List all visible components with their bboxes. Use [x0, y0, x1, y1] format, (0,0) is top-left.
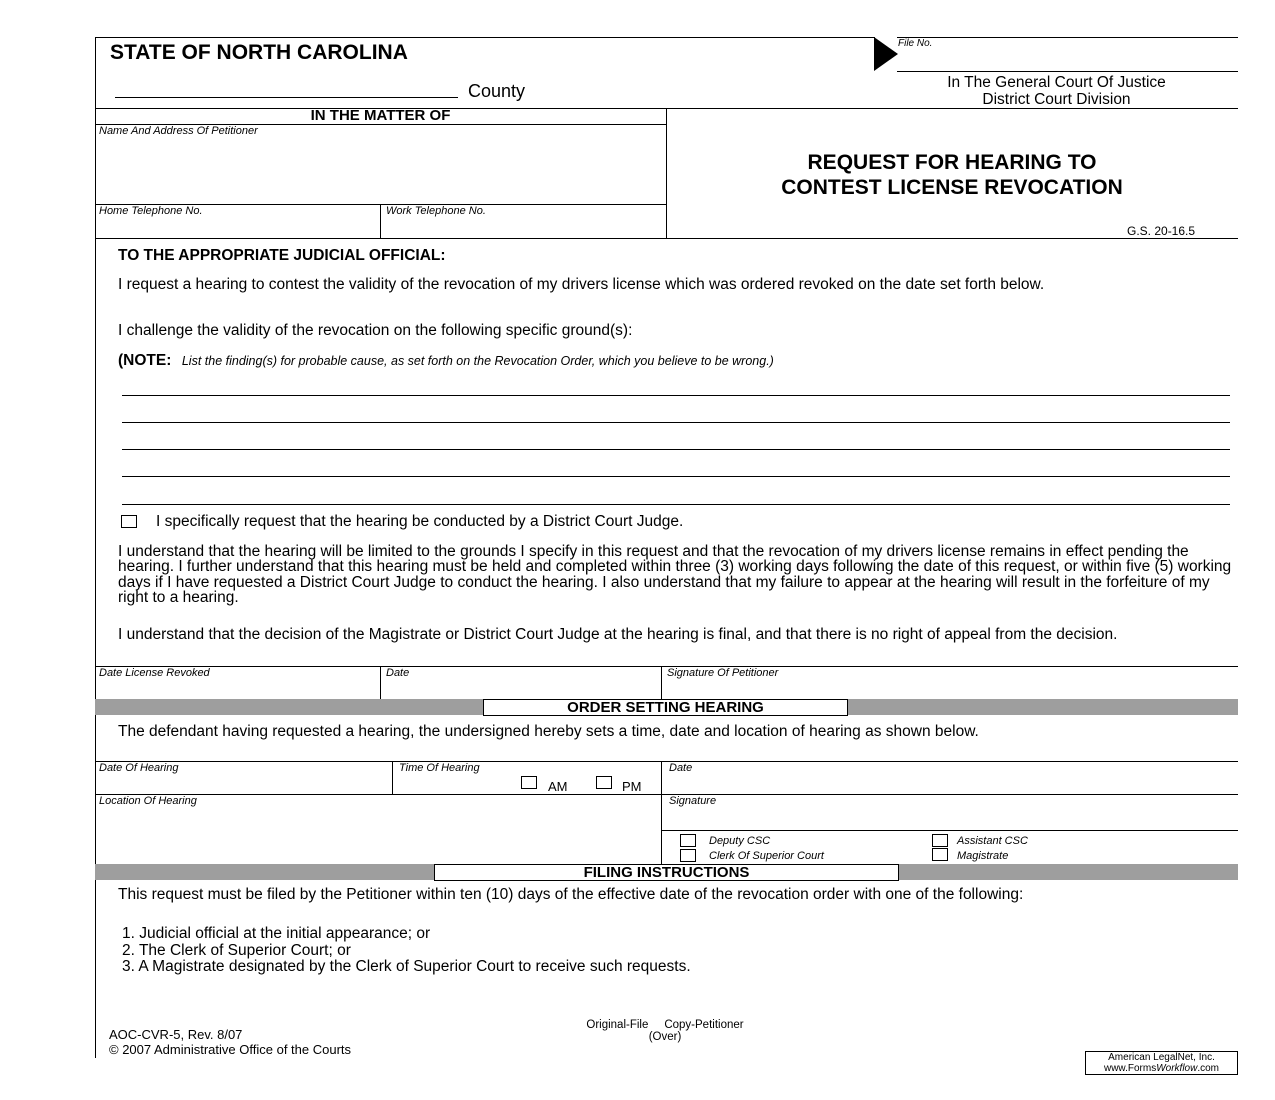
- home-phone-label: Home Telephone No.: [99, 205, 203, 217]
- filing-intro: This request must be filed by the Petitioner within ten (10) days of the effective date of the revocation order with one of the following:: [118, 886, 1024, 903]
- vendor-line2-b: Workflow: [1156, 1062, 1198, 1074]
- signature-underline: [661, 830, 1238, 831]
- grounds-line-5[interactable]: [122, 504, 1230, 505]
- name-address-field[interactable]: [97, 139, 664, 203]
- form-id-block: [109, 1027, 351, 1057]
- order-heading: ORDER SETTING HEARING: [483, 699, 848, 716]
- file-box-top: [897, 37, 1238, 38]
- work-phone-label: Work Telephone No.: [386, 205, 486, 217]
- grounds-line-4[interactable]: [122, 476, 1230, 477]
- top-border: [95, 37, 875, 38]
- date-label: Date: [386, 667, 410, 679]
- finality-paragraph: I understand that the decision of the Magistrate or District Court Judge at the hearing is final, and that there is no right of appeal from the decision.: [118, 626, 1118, 643]
- pm-checkbox[interactable]: [596, 776, 612, 789]
- filing-item-3: 3. A Magistrate designated by the Clerk of Superior Court to receive such requests.: [122, 958, 691, 975]
- statute-reference: G.S. 20-16.5: [1127, 224, 1196, 238]
- file-arrow-icon: [874, 37, 900, 72]
- location-label: Location Of Hearing: [99, 795, 197, 807]
- clerk-superior-checkbox[interactable]: [680, 849, 696, 862]
- understanding-paragraph: I understand that the hearing will be limited to the grounds I specify in this request and that the revocation of my drivers license remains in effect pending the hearing. I further understand that this hearing must be held and completed within three (3) working days following the date of this request, or within five (5) working days if I have requested a District Court Judge to conduct the hearing. I also understand that my failure to appear at the hearing will result in the forfeiture of my right to a hearing.: [118, 543, 1232, 607]
- hearing-row-div2: [661, 761, 662, 864]
- home-phone-field[interactable]: [97, 218, 378, 236]
- vendor-line2-a: www.Forms: [1103, 1062, 1157, 1074]
- left-border: [95, 37, 96, 864]
- court-line1: In The General Court Of Justice: [947, 74, 1166, 91]
- over-note: (Over): [648, 1031, 682, 1043]
- challenge-paragraph: I challenge the validity of the revocation on the following specific ground(s):: [118, 322, 633, 339]
- vendor-line1: American LegalNet, Inc.: [1108, 1052, 1215, 1063]
- note-label: (NOTE:: [118, 352, 172, 369]
- vendor-line2: [1086, 1064, 1237, 1075]
- phone-divider: [380, 204, 381, 238]
- court-text: [875, 74, 1238, 108]
- county-line[interactable]: [115, 97, 458, 98]
- date-revoked-field[interactable]: [97, 681, 378, 697]
- county-label: County: [468, 81, 526, 101]
- petitioner-signature-field[interactable]: [663, 681, 1236, 697]
- vendor-line2-c: .com: [1197, 1062, 1220, 1074]
- name-address-label: Name And Address Of Petitioner: [99, 125, 258, 137]
- request-paragraph: I request a hearing to contest the validity of the revocation of my drivers license which was ordered revoked on the date set forth below.: [118, 276, 1045, 293]
- clerk-superior-label: Clerk Of Superior Court: [709, 850, 824, 862]
- filing-list: [122, 926, 691, 976]
- sig-row-div2: [661, 666, 662, 699]
- form-title: [666, 150, 1238, 200]
- order-signature-label: Signature: [669, 795, 717, 807]
- deputy-csc-label: Deputy CSC: [709, 835, 771, 847]
- left-border-bottom: [95, 880, 96, 1058]
- grounds-line-2[interactable]: [122, 422, 1230, 423]
- hearing-row-div1: [392, 761, 393, 794]
- time-of-hearing-field[interactable]: [399, 776, 514, 792]
- order-date-label: Date: [669, 762, 693, 774]
- location-field[interactable]: [97, 809, 659, 861]
- hearing-row-top: [95, 761, 1238, 762]
- file-no-field[interactable]: [897, 71, 1238, 72]
- note-line: [118, 352, 774, 370]
- distribution-block: [540, 1019, 790, 1043]
- petitioner-signature-label: Signature Of Petitioner: [667, 667, 779, 679]
- deputy-csc-checkbox[interactable]: [680, 834, 696, 847]
- copyright: © 2007 Administrative Office of the Courts: [109, 1042, 352, 1057]
- date-field[interactable]: [382, 681, 659, 697]
- court-line2: District Court Division: [982, 91, 1131, 108]
- assistant-csc-checkbox[interactable]: [932, 834, 948, 847]
- assistant-csc-label: Assistant CSC: [957, 835, 1028, 847]
- matter-bottom-line: [95, 238, 1238, 239]
- order-signature-field[interactable]: [663, 809, 1236, 829]
- sig-row-div1: [380, 666, 381, 699]
- district-judge-checkbox[interactable]: [121, 515, 137, 528]
- file-no-label: File No.: [898, 38, 933, 49]
- date-of-hearing-label: Date Of Hearing: [99, 762, 179, 774]
- am-label: AM: [548, 779, 568, 794]
- form-id: AOC-CVR-5, Rev. 8/07: [109, 1027, 243, 1042]
- note-text: List the finding(s) for probable cause, as set forth on the Revocation Order, which you believe to be wrong.): [181, 354, 774, 368]
- work-phone-field[interactable]: [382, 218, 664, 236]
- filing-item-2: 2. The Clerk of Superior Court; or: [122, 941, 351, 959]
- location-row-top: [95, 794, 1238, 795]
- form-title-line2: CONTEST LICENSE REVOCATION: [781, 176, 1123, 199]
- state-title: STATE OF NORTH CAROLINA: [110, 41, 408, 64]
- vendor-stamp: [1085, 1051, 1238, 1075]
- magistrate-checkbox[interactable]: [932, 848, 948, 861]
- date-revoked-label: Date License Revoked: [99, 667, 210, 679]
- filing-heading: FILING INSTRUCTIONS: [434, 864, 899, 881]
- order-text: The defendant having requested a hearing, the undersigned hereby sets a time, date and location of hearing as shown below.: [118, 723, 979, 740]
- distribution: Original-File Copy-Petitioner: [586, 1019, 744, 1031]
- district-judge-label: I specifically request that the hearing be conducted by a District Court Judge.: [156, 513, 684, 530]
- form-title-line1: REQUEST FOR HEARING TO: [807, 151, 1097, 174]
- salutation: TO THE APPROPRIATE JUDICIAL OFFICIAL:: [118, 247, 446, 264]
- time-of-hearing-label: Time Of Hearing: [399, 762, 480, 774]
- pm-label: PM: [622, 779, 642, 794]
- date-of-hearing-field[interactable]: [97, 776, 390, 792]
- matter-heading: IN THE MATTER OF: [310, 107, 451, 124]
- filing-item-1: 1. Judicial official at the initial appearance; or: [122, 925, 431, 942]
- am-checkbox[interactable]: [521, 776, 537, 789]
- grounds-line-3[interactable]: [122, 449, 1230, 450]
- magistrate-label: Magistrate: [957, 850, 1009, 862]
- order-date-field[interactable]: [663, 776, 1236, 792]
- grounds-line-1[interactable]: [122, 395, 1230, 396]
